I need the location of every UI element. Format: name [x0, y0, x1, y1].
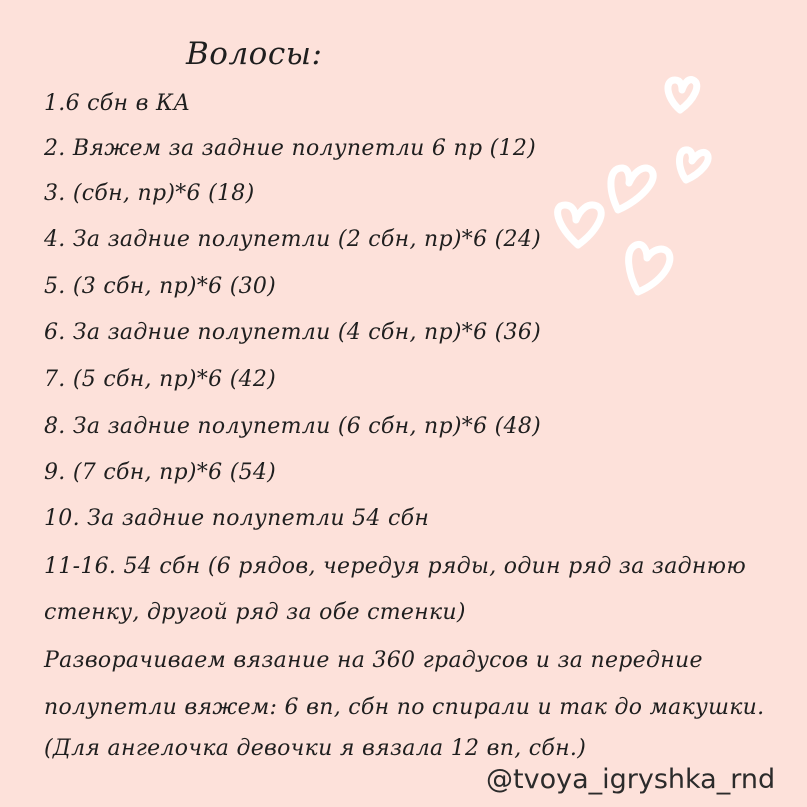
instruction-line-11: 11-16. 54 сбн (6 рядов, чередуя ряды, один ряд за заднюю [44, 554, 747, 579]
heart-icon-2 [679, 150, 708, 180]
page-title: Волосы: [186, 36, 323, 72]
instruction-line-9: 9. (7 сбн, пр)*6 (54) [44, 460, 277, 485]
instruction-line-13: Разворачиваем вязание на 360 градусов и за передние [44, 648, 703, 673]
hearts-icon [540, 60, 720, 310]
instruction-line-6: 6. За задние полупетли (4 сбн, пр)*6 (36) [44, 320, 542, 345]
heart-icon-5 [629, 244, 670, 292]
instruction-line-7: 7. (5 сбн, пр)*6 (42) [44, 367, 277, 392]
instruction-line-15: (Для ангелочка девочки я вязала 12 вп, сбн.) [44, 736, 587, 761]
author-handle: @tvoya_igryshka_rnd [486, 764, 776, 795]
instruction-line-3: 3. (сбн, пр)*6 (18) [44, 181, 255, 206]
heart-icon-4 [611, 168, 653, 210]
instruction-line-5: 5. (3 сбн, пр)*6 (30) [44, 274, 277, 299]
instruction-line-4: 4. За задние полупетли (2 сбн, пр)*6 (24) [44, 227, 542, 252]
instruction-line-10: 10. За задние полупетли 54 сбн [44, 506, 430, 531]
instruction-line-12: стенку, другой ряд за обе стенки) [44, 600, 466, 625]
instruction-line-14: полупетли вяжем: 6 вп, сбн по спирали и так до макушки. [44, 695, 765, 720]
heart-icon-3 [558, 205, 602, 245]
instruction-line-2: 2. Вяжем за задние полупетли 6 пр (12) [44, 136, 537, 161]
instruction-line-1: 1.6 сбн в КА [44, 91, 191, 116]
heart-icon-1 [668, 80, 697, 110]
instruction-line-8: 8. За задние полупетли (6 сбн, пр)*6 (48) [44, 414, 542, 439]
